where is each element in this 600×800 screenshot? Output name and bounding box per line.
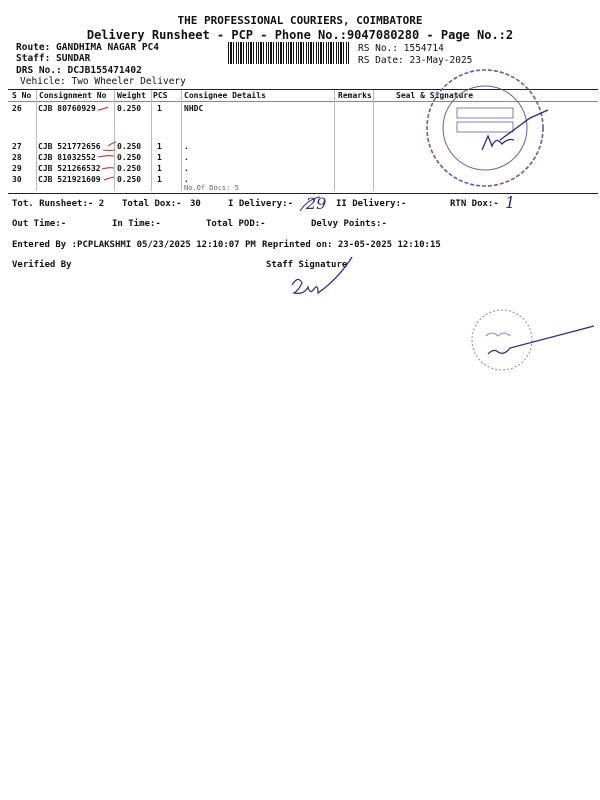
signature-scribble: [488, 326, 594, 354]
consignee: NHDC: [184, 104, 204, 113]
handwritten-i-delivery: 29: [306, 194, 327, 213]
i-delivery: I Delivery:-: [228, 199, 294, 209]
route: Route: GANDHIMA NAGAR PC4: [16, 42, 159, 53]
sno: 27: [12, 142, 22, 151]
red-tick-mark: [98, 156, 114, 157]
company-title: THE PROFESSIONAL COURIERS, COIMBATORE: [177, 14, 423, 27]
sno: 29: [12, 164, 22, 173]
col-header-sno: S No: [12, 91, 32, 100]
weight: 0.250: [117, 153, 142, 162]
ii-delivery: II Delivery:-: [336, 199, 407, 209]
total-pod: Total POD:-: [206, 219, 266, 229]
in-time: In Time:-: [112, 219, 161, 229]
weight: 0.250: [117, 104, 142, 113]
col-header-remarks: Remarks: [338, 91, 372, 100]
handwritten-rtn-dox: 1: [505, 193, 516, 212]
weight: 0.250: [117, 175, 142, 184]
runsheet-subtitle: Delivery Runsheet - PCP - Phone No.:9047080280 - Page No.:2: [86, 28, 514, 42]
weight: 0.250: [117, 142, 142, 151]
red-tick-mark: [98, 107, 108, 110]
consignee: .: [184, 175, 189, 184]
consignee: .: [184, 142, 189, 151]
red-tick-mark: [104, 177, 114, 180]
consignee: .: [184, 164, 189, 173]
pcs: 1: [157, 153, 162, 162]
sno: 26: [12, 104, 22, 113]
reprinted-on: Reprinted on: 23-05-2025 12:10:15: [262, 240, 441, 250]
staff-signature-scribble: [292, 257, 352, 293]
rs-date: RS Date: 23-May-2025: [358, 55, 473, 66]
col-header-weight: Weight: [117, 91, 146, 100]
red-tick-mark: [103, 142, 116, 151]
sno: 30: [12, 175, 22, 184]
pen-stroke: [300, 197, 320, 211]
pcs: 1: [157, 175, 162, 184]
entered-by: Entered By :PCPLAKSHMI 05/23/2025 12:10:07 PM: [12, 240, 256, 250]
consignee: .: [184, 153, 189, 162]
consignment-no: CJB 521266532: [38, 164, 101, 173]
faint-stamp: [472, 310, 532, 370]
total-dox-value: 30: [190, 199, 201, 209]
pcs: 1: [157, 164, 162, 173]
consignment-no: CJB 80760929: [38, 104, 96, 113]
vehicle: Vehicle: Two Wheeler Delivery: [20, 76, 186, 87]
col-header-signature: Seal & Signature: [396, 91, 474, 100]
consignment-no: CJB 521921609: [38, 175, 101, 184]
pcs: 1: [157, 142, 162, 151]
staff-signature-label: Staff Signature: [266, 260, 348, 270]
total-dox-label: Total Dox:-: [122, 199, 182, 209]
signature-scribble: [482, 110, 548, 150]
staff: Staff: SUNDAR: [16, 53, 91, 64]
col-header-consignee: Consignee Details: [184, 91, 266, 100]
pcs: 1: [157, 104, 162, 113]
col-header-pcs: PCS: [153, 91, 168, 100]
sno: 28: [12, 153, 22, 162]
delvy-points: Delvy Points:-: [311, 219, 387, 229]
consignment-no: CJB 521772656: [38, 142, 101, 151]
tot-runsheet: Tot. Runsheet:- 2: [12, 199, 105, 209]
no-of-docs: No.Of Docs: 5: [184, 184, 239, 192]
col-header-consignment: Consignment No: [39, 91, 107, 100]
seal-stamp: [427, 70, 543, 186]
weight: 0.250: [117, 164, 142, 173]
rtn-dox: RTN Dox:-: [450, 199, 499, 209]
rs-number: RS No.: 1554714: [358, 43, 444, 54]
drs-number: DRS No.: DCJB155471402: [16, 65, 142, 76]
red-tick-mark: [102, 168, 114, 169]
out-time: Out Time:-: [12, 219, 67, 229]
consignment-no: CJB 81032552: [38, 153, 96, 162]
verified-by: Verified By: [12, 260, 72, 270]
